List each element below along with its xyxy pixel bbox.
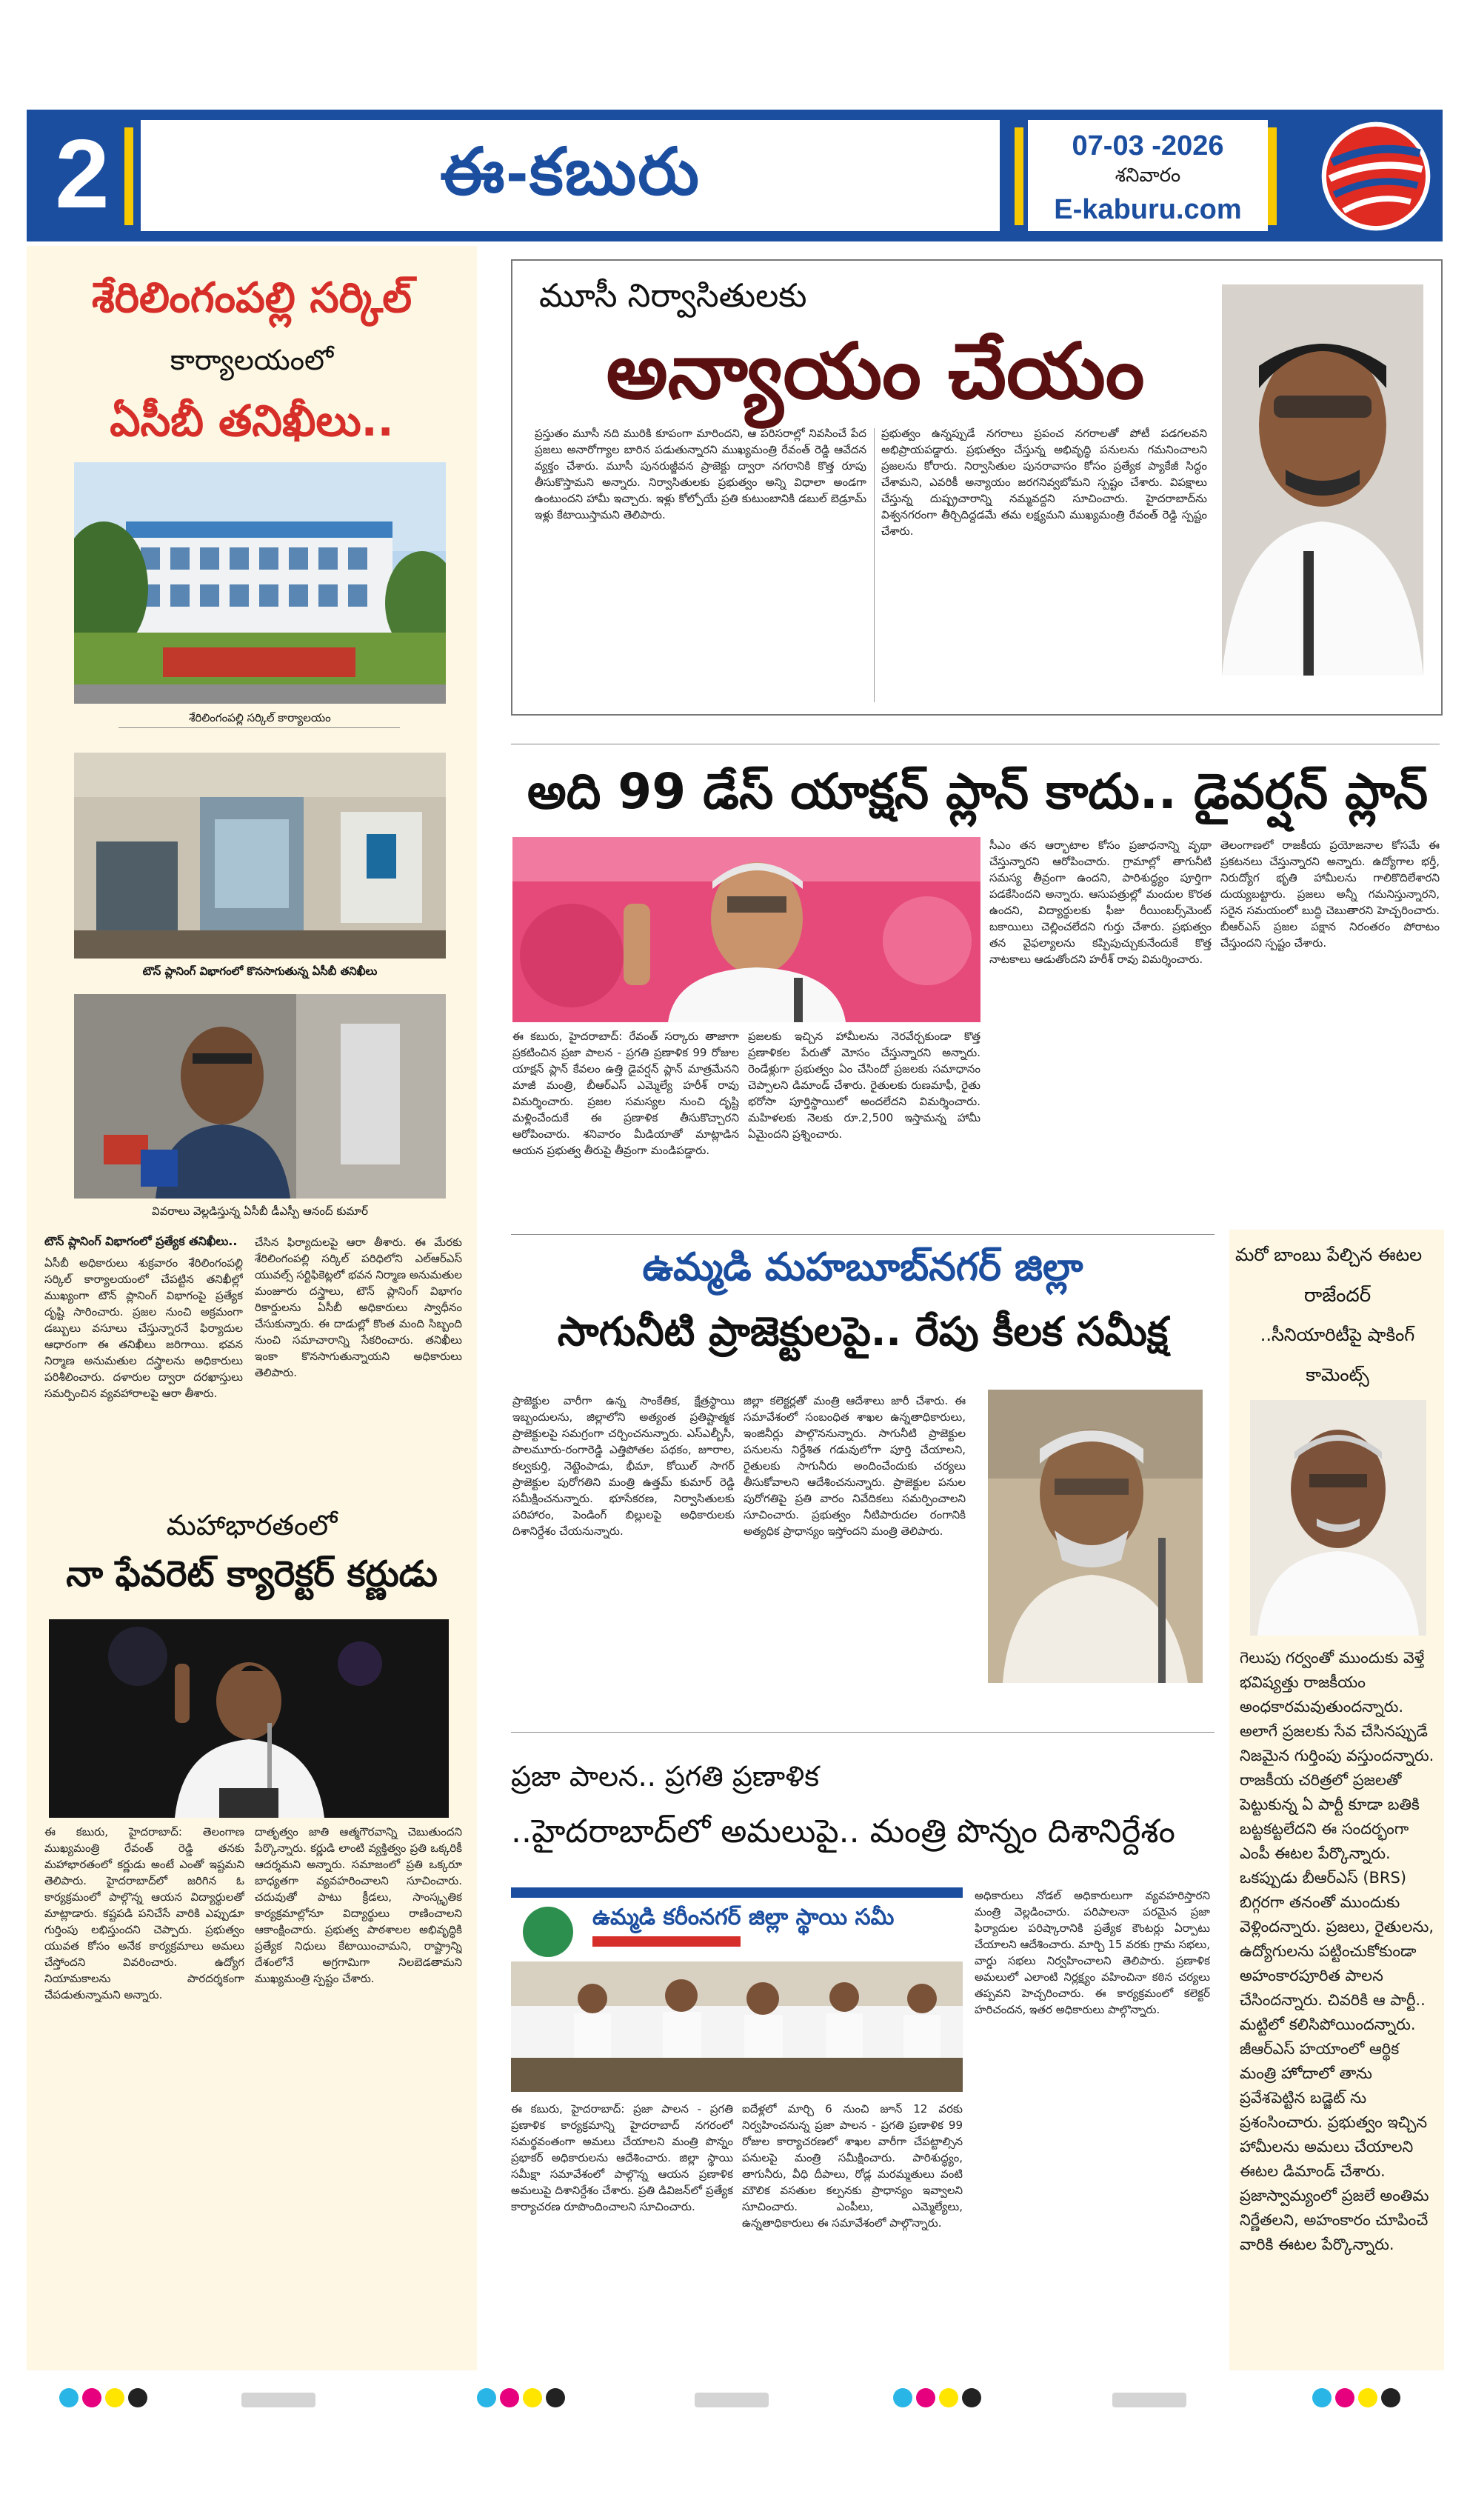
magenta-dot-icon [82,2388,101,2407]
yellow-dot-icon [1358,2388,1377,2407]
gray-bar [1112,2393,1186,2407]
divider [511,1732,1215,1733]
mahabubnagar-headline-line1: ఉమ్మడి మహబూబ్‌నగర్ జిల్లా [642,1245,1083,1290]
musi-body-col2: ప్రభుత్వం ఉన్నప్పుడే నగరాలు ప్రపంచ నగరాలతో పోటీ పడగలవని అభిప్రాయపడ్డారు. ప్రభుత్వం చేస్తున్న అభివృద్ధి పనులను గమనించాలని ప్రజలను కోరారు. నిర్వాసితుల పునరావాసం కోసం ప్రత్యేక ప్యాకేజీ సిద్ధం చేశామని, ఎవరికీ అన్యాయం జరగనివ్వబోమని స్పష్టం చేశారు. విపక్షాలు చేస్తున్న దుష్ప్రచారాన్ని నమ్మవద్దని సూచించారు. హైదరాబాద్‌ను విశ్వనగరంగా తీర్చిదిద్దడమే తమ లక్ష్యమని ముఖ్యమంత్రి రేవంత్ రెడ్డి స్పష్టం చేశారు. [881,427,1207,538]
harish-headline: అది 99 డేస్ యాక్షన్ ప్లాన్ కాదు.. డైవర్షన్ ప్లాన్ [527,763,1429,820]
etela-title-line2: రాజేందర్ [1303,1284,1372,1307]
ponnam-body-col3: అధికారులు నోడల్ అధికారులుగా వ్యవహరిస్తారని మంత్రి వెల్లడించారు. పరిపాలనా పరమైన ప్రజా ఫిర్యాదుల పరిష్కారానికి ప్రత్యేక కౌంటర్లు ఏర్పాటు చేయాలని ఆదేశించారు. మార్చి 15 వరకు గ్రామ సభలు, వార్డు సభలు నిర్వహించాలని తెలిపారు. ప్రణాళిక అమలులో ఎలాంటి నిర్లక్ష్యం వహించినా కఠిన చర్యలు తప్పవని హెచ్చరించారు. ఈ కార్యక్రమంలో కలెక్టర్ హరిచందన, ఇతర అధికారులు పాల్గొన్నారు. [975,1889,1210,2016]
mahabubnagar-headline-line2: సాగునీటి ప్రాజెక్టులపై.. రేపు కీలక సమీక్ష [557,1308,1169,1355]
yellow-dot-icon [523,2388,542,2407]
divider [511,1234,1215,1235]
black-dot-icon [962,2388,981,2407]
photo-caption: వివరాలు వెల్లడిస్తున్న ఏసీబీ డీఎస్పీ ఆనంద్ కుమార్ [152,1204,368,1218]
musi-kicker: మూసీ నిర్వాసితులకు [539,277,807,315]
gray-bar [695,2393,769,2407]
acb-subhead: టౌన్ ప్లానింగ్ విభాగంలో ప్రత్యేక తనిఖీలు.. [44,1234,238,1248]
review-meeting-photo [511,1887,963,2092]
registration-marks [893,2388,981,2410]
divider [1015,127,1023,225]
harish-body-col3: సీఎం తన ఆర్భాటాల కోసం ప్రజాధనాన్ని వృథా చేస్తున్నారని ఆరోపించారు. గ్రామాల్లో తాగునీటి సమస్య తీవ్రంగా ఉందని, పారిశుద్ధ్యం పూర్తిగా పడకేసిందని అన్నారు. ఆసుపత్రుల్లో మందుల కొరత ఉందని, విద్యార్థులకు ఫీజు రీయింబర్స్‌మెంట్ బకాయిలు చెల్లించలేదని గుర్తు చేశారు. ప్రభుత్వం తన వైఫల్యాలను కప్పిపుచ్చుకునేందుకే కొత్త నాటకాలు ఆడుతోందని హరీశ్ రావు విమర్శించారు. [989,839,1212,966]
divider [118,727,400,728]
cyan-dot-icon [59,2388,78,2407]
divider [874,428,875,702]
etela-title-line1: మరో బాంబు పేల్చిన ఈటల [1235,1244,1423,1265]
acb-title-line2: కార్యాలయంలో [170,344,334,376]
uttam-kumar-photo [988,1390,1203,1683]
issue-date: 07-03 -2026 [1072,130,1224,161]
ponnam-kicker: ప్రజా పాలన.. ప్రగతి ప్రణాళిక [511,1760,820,1793]
musi-headline: అన్యాయం చేయం [606,326,1145,416]
gray-bar [241,2393,315,2407]
mahabharata-title-line2: నా ఫేవరెట్ క్యారెక్టర్ కర్ణుడు [66,1553,438,1595]
cyan-dot-icon [477,2388,496,2407]
brand-logo-icon [1318,119,1434,234]
yellow-dot-icon [105,2388,124,2407]
harish-body-col4: తెలంగాణలో రాజకీయ ప్రయోజనాల కోసమే ఈ ప్రకటనలు చేస్తున్నారని అన్నారు. ఉద్యోగాల భర్తీ, నిరుద్యోగ భృతి హామీలను గాలికొదిలేశారని దుయ్యబట్టారు. ప్రజలు అన్నీ గమనిస్తున్నారని, సరైన సమయంలో బుద్ధి చెబుతారని హెచ్చరించారు. బీఆర్ఎస్ ప్రజల పక్షాన నిరంతరం పోరాటం చేస్తుందని స్పష్టం చేశారు. [1220,839,1440,950]
ponnam-body-col2: ఐదేళ్లలో మార్చి 6 నుంచి జూన్ 12 వరకు నిర్వహించనున్న ప్రజా పాలన - ప్రగతి ప్రణాళిక 99 రోజుల కార్యాచరణలో శాఖల వారీగా చేపట్టాల్సిన పనులపై మంత్రి సమీక్షించారు. పారిశుద్ధ్యం, తాగునీరు, వీధి దీపాలు, రోడ్ల మరమ్మతులు వంటి మౌలిక వసతుల కల్పనకు ప్రాధాన్యం ఇవ్వాలని సూచించారు. ఎంపీలు, ఎమ్మెల్యేలు, ఉన్నతాధికారులు ఈ సమావేశంలో పాల్గొన్నారు. [742,2102,963,2230]
mahabubnagar-body-col1: ప్రాజెక్టుల వారీగా ఉన్న సాంకేతిక, క్షేత్రస్థాయి ఇబ్బందులను, జిల్లాలోని అత్యంత ప్రతిష్టాత్మక ప్రాజెక్టులపై సమగ్రంగా చర్చించనున్నారు. ఎస్ఎల్బీసీ, పాలమూరు-రంగారెడ్డి ఎత్తిపోతల పథకం, జూరాల, కల్వకుర్తి, నెట్టెంపాడు, భీమా, కోయిల్ సాగర్ ప్రాజెక్టుల పురోగతిని మంత్రి ఉత్తమ్ కుమార్ రెడ్డి సమీక్షించనున్నారు. భూసేకరణ, నిర్వాసితులకు పరిహారం, పెండింగ్ బిల్లులపై అధికారులకు దిశానిర్దేశం చేయనున్నారు. [512,1394,735,1538]
magenta-dot-icon [916,2388,935,2407]
issue-day: శనివారం [1115,164,1181,187]
mahabubnagar-body-col2: జిల్లా కలెక్టర్లతో మంత్రి ఆదేశాలు జారీ చేశారు. ఈ సమావేశంలో సంబంధిత శాఖల ఉన్నతాధికారులు, ఇంజినీర్లు పాల్గొననున్నారు. సాగునీటి ప్రాజెక్టుల పనులను నిర్దేశిత గడువులోగా పూర్తి చేయాలని, రైతులకు సాగునీరు అందించేందుకు చర్యలు తీసుకోవాలని ఆదేశించనున్నారు. ప్రాజెక్టుల పనుల పురోగతిపై ప్రతి వారం నివేదికలు సమర్పించాలని సూచించారు. ప్రభుత్వం నీటిపారుదల రంగానికి అత్యధిక ప్రాధాన్యం ఇస్తోందని మంత్రి తెలిపారు. [744,1394,966,1538]
ponnam-headline: ..హైదరాబాద్‌లో అమలుపై.. మంత్రి పొన్నం దిశానిర్దేశం [511,1813,1175,1850]
harish-body-col2: ప్రజలకు ఇచ్చిన హామీలను నెరవేర్చకుండా కొత్త ప్రణాళికల పేరుతో మోసం చేస్తున్నారని అన్నారు. రెండేళ్లుగా ప్రభుత్వం ఏం చేసిందో ప్రజలకు సమాధానం చెప్పాలని డిమాండ్ చేశారు. రైతులకు రుణమాఫీ, రైతు భరోసా పూర్తిస్థాయిలో అందలేదని విమర్శించారు. మహిళలకు నెలకు రూ.2,500 ఇస్తామన్న హామీ ఏమైందని ప్రశ్నించారు. [748,1030,980,1141]
etela-body: గెలుపు గర్వంతో ముందుకు వెళ్తే భవిష్యత్తు రాజకీయం అంధకారమవుతుందన్నారు. అలాగే ప్రజలకు సేవ చేసినప్పుడే నిజమైన గుర్తింపు వస్తుందన్నారు. రాజకీయ చరిత్రలో ప్రజలతో పెట్టుకున్న ఏ పార్టీ కూడా బతికి బట్టకట్టలేదని ఈ సందర్భంగా ఎంపీ ఈటల పేర్కొన్నారు. ఒకప్పుడు బీఆర్ఎస్ (BRS) బిగ్గరగా తనంతో ముందుకు వెళ్లిందన్నారు. ప్రజలు, రైతులను, ఉద్యోగులను పట్టించుకోకుండా అహంకారపూరిత పాలన చేసిందన్నారు. చివరికి ఆ పార్టీ.. మట్టిలో కలిసిపోయిందన్నారు. జీఆర్ఎస్ హయాంలో ఆర్థిక మంత్రి హోదాలో తాను ప్రవేశపెట్టిన బడ్జెట్ ను ప్రశంసించారు. ప్రభుత్వం ఇచ్చిన హామీలను అమలు చేయాలని ఈటల డిమాండ్ చేశారు. ప్రజాస్వామ్యంలో ప్రజలే అంతిమ నిర్ణేతలని, అహంకారం చూపించే వారికి ఈటల పేర్కొన్నారు. [1240,1649,1434,2253]
black-dot-icon [546,2388,565,2407]
divider [124,127,133,225]
mahabharata-body-col2: దాతృత్వం జాతి ఆత్మగౌరవాన్ని చెబుతుందని పేర్కొన్నారు. కర్ణుడి లాంటి వ్యక్తిత్వం ప్రతి ఒక్కరికీ ఆదర్శమని అన్నారు. సమాజంలో ప్రతి ఒక్కరూ బాధ్యతగా వ్యవహరించాలని సూచించారు. చదువుతో పాటు క్రీడలు, సాంస్కృతిక కార్యక్రమాల్లోనూ విద్యార్థులు రాణించాలని ఆకాంక్షించారు. ప్రభుత్వ పాఠశాలల అభివృద్ధికి ప్రత్యేక నిధులు కేటాయించామని, రాష్ట్రాన్ని దేశంలోనే అగ్రగామిగా నిలబెడతామని ముఖ్యమంత్రి స్పష్టం చేశారు. [255,1825,462,1985]
etela-title-line3: ..సీనియారిటీపై షాకింగ్ [1260,1324,1415,1345]
cyan-dot-icon [1312,2388,1332,2407]
page-number: 2 [55,119,110,228]
acb-body-col2: చేసిన ఫిర్యాదులపై ఆరా తీశారు. ఈ మేరకు శేరిలింగంపల్లి సర్కిల్ పరిధిలోని ఎల్ఆర్ఎస్ యువల్స్ సర్టిఫికెట్లలో భవన నిర్మాణ అనుమతుల మంజూరు దస్త్రాలు, టౌన్ ప్లానింగ్ విభాగం రికార్డులను ఏసీబీ అధికారులు స్వాధీనం చేసుకున్నారు. ఈ దాడుల్లో కొంత మంది సిబ్బంది నుంచి సమాచారాన్ని సేకరించారు. తనిఖీలు ఇంకా కొనసాగుతున్నాయని అధికారులు తెలిపారు. [255,1236,462,1379]
acb-title-line1: శేరిలింగంపల్లి సర్కిల్ [91,274,412,322]
inspection-photo [74,753,446,959]
cyan-dot-icon [893,2388,912,2407]
registration-marks [1312,2388,1400,2410]
etela-title-line4: కామెంట్స్ [1306,1364,1369,1385]
photo-caption: శేరిలింగంపల్లి సర్కిల్ కార్యాలయం [189,711,331,724]
harish-rao-photo [512,837,980,1022]
circle-office-photo [74,462,446,704]
cm-podium-photo [49,1619,449,1818]
ponnam-body-col1: ఈ కబురు, హైదరాబాద్: ప్రజా పాలన - ప్రగతి ప్రణాళిక కార్యక్రమాన్ని హైదరాబాద్ నగరంలో సమర్థవంతంగా అమలు చేయాలని మంత్రి పొన్నం ప్రభాకర్ అధికారులను ఆదేశించారు. జిల్లా స్థాయి సమీక్షా సమావేశంలో పాల్గొన్న ఆయన ప్రణాళిక అమలుపై దిశానిర్దేశం చేశారు. ప్రతి డివిజన్‌లో ప్రత్యేక కార్యాచరణ రూపొందించాలని సూచించారు. [511,2102,733,2213]
banner-text: ఉమ్మడి కరీంనగర్ జిల్లా స్థాయి సమీ [592,1904,895,1930]
registration-marks [477,2388,565,2410]
mahabharata-title-line1: మహాభారతంలో [166,1509,338,1541]
mahabharata-body-col1: ఈ కబురు, హైదరాబాద్: తెలంగాణ ముఖ్యమంత్రి రేవంత్ రెడ్డి తనకు మహాభారతంలో కర్ణుడు అంటే ఎంతో ఇష్టమని తెలిపారు. హైదరాబాద్‌లో జరిగిన ఓ కార్యక్రమంలో పాల్గొన్న ఆయన విద్యార్థులతో మాట్లాడారు. కష్టపడి పనిచేసే వారికి ఎప్పుడూ గుర్తింపు లభిస్తుందని చెప్పారు. ప్రభుత్వం యువత కోసం అనేక కార్యక్రమాలు అమలు చేస్తోందని వివరించారు. ఉద్యోగ నియామకాలను పారదర్శకంగా చేపడుతున్నామని అన్నారు. [44,1825,244,2001]
magenta-dot-icon [1335,2388,1354,2407]
registration-marks [59,2388,147,2410]
cm-portrait-photo [1222,284,1423,676]
photo-caption: టౌన్ ప్లానింగ్ విభాగంలో కొనసాగుతున్న ఏసీబీ తనిఖీలు [142,964,378,978]
harish-body-col1: ఈ కబురు, హైదరాబాద్: రేవంత్ సర్కారు తాజాగా ప్రకటించిన ప్రజా పాలన - ప్రగతి ప్రణాళిక 99 రోజుల యాక్షన్ ప్లాన్ కేవలం ఉత్తి డైవర్షన్ ప్లాన్ మాత్రమేనని మాజీ మంత్రి, బీఆర్ఎస్ ఎమ్మెల్యే హరీశ్ రావు విమర్శించారు. ప్రజల సమస్యల నుంచి దృష్టి మళ్లించేందుకే ఈ ప్రణాళిక తీసుకొచ్చారని ఆరోపించారు. శనివారం మీడియాతో మాట్లాడిన ఆయన ప్రభుత్వ తీరుపై తీవ్రంగా మండిపడ్డారు. [512,1030,739,1157]
masthead-title: ఈ-కబురు [440,135,701,208]
divider [1268,127,1277,225]
black-dot-icon [128,2388,147,2407]
acb-title-line3: ఏసీబీ తనిఖీలు.. [110,396,394,446]
acb-dsp-photo [74,994,446,1199]
musi-body-col1: ప్రస్తుతం మూసీ నది మురికి కూపంగా మారిందని, ఆ పరిసరాల్లో నివసించే పేద ప్రజలు అనారోగ్యాల బారిన పడుతున్నారని ముఖ్యమంత్రి రేవంత్ రెడ్డి ఆవేదన వ్యక్తం చేశారు. మూసీ పునరుజ్జీవన ప్రాజెక్టు ద్వారా నగరానికి కొత్త రూపు తీసుకొస్తామని అన్నారు. నిర్వాసితులకు ప్రభుత్వం అన్ని విధాలా అండగా ఉంటుందని హామీ ఇచ్చారు. ఇళ్లు కోల్పోయే ప్రతి కుటుంబానికి డబుల్ బెడ్రూమ్ ఇళ్లు కేటాయిస్తామని తెలిపారు. [535,427,866,521]
magenta-dot-icon [500,2388,519,2407]
website-link[interactable]: E-kaburu.com [1054,194,1242,225]
yellow-dot-icon [939,2388,958,2407]
etela-rajender-photo [1250,1400,1426,1636]
acb-body-col1: ఏసీబీ అధికారులు శుక్రవారం శేరిలింగంపల్లి సర్కిల్ కార్యాలయంలో చేపట్టిన తనిఖీల్లో ముఖ్యంగా టౌన్ ప్లానింగ్ విభాగంపై ప్రత్యేక దృష్టి సారించారు. ప్రజల నుంచి అక్రమంగా డబ్బులు వసూలు చేస్తున్నారనే ఫిర్యాదుల ఆధారంగా ఈ తనిఖీలు జరిగాయి. భవన నిర్మాణ అనుమతుల దస్త్రాలను అధికారులు పరిశీలించారు. దళారుల ద్వారా దరఖాస్తులు సమర్పించిన వ్యవహారాలపై ఆరా తీశారు. [44,1256,243,1400]
black-dot-icon [1381,2388,1400,2407]
